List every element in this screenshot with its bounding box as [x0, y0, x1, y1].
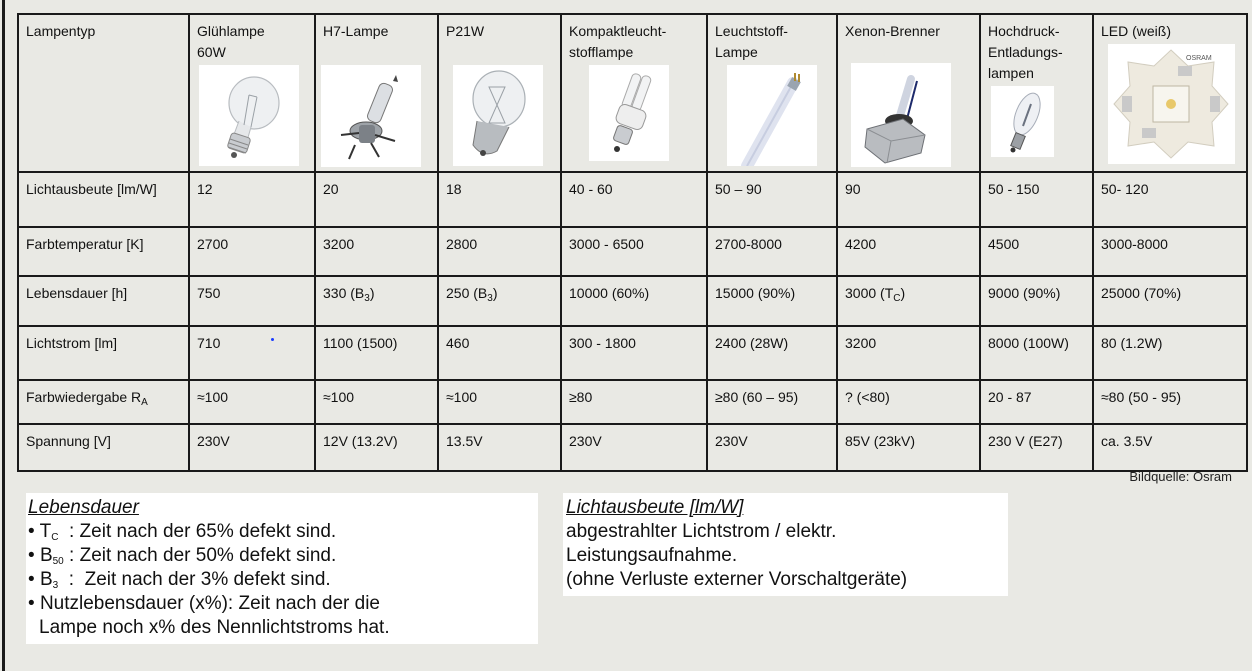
- table-cell: 250 $(B_3)$: [438, 276, 561, 326]
- table-cell: 50 - 150: [980, 172, 1093, 227]
- table-cell: 330 $(B_3)$: [315, 276, 438, 326]
- table-row: [18, 326, 1247, 380]
- lifetime-item: • Nutzlebensdauer (x%): Zeit nach der die: [28, 593, 380, 614]
- table-header-row: [18, 14, 1247, 172]
- table-cell: ? (<80): [837, 380, 980, 424]
- p21w-bulb-icon: [453, 65, 543, 166]
- table-cell: 20 - 87: [980, 380, 1093, 424]
- row-label: Farbwiedergabe $R_A$: [18, 380, 189, 424]
- lamp-name: Kompaktleucht-: [569, 23, 667, 39]
- table-cell: 50 – 90: [707, 172, 837, 227]
- lamp-name-line2: stofflampe: [569, 44, 634, 60]
- table-cell: ca. 3.5V: [1093, 424, 1247, 471]
- lifetime-note: [26, 493, 538, 644]
- table-row: [18, 227, 1247, 276]
- row-label: Spannung [V]: [18, 424, 189, 471]
- table-cell: 750: [189, 276, 315, 326]
- table-cell: 85V (23kV): [837, 424, 980, 471]
- lifetime-item: • $B_3$ : Zeit nach der 3% defekt sind.: [28, 569, 331, 591]
- stray-dot-marker: [271, 338, 274, 341]
- table-cell: 230 V (E27): [980, 424, 1093, 471]
- efficacy-note-line: (ohne Verluste externer Vorschaltgeräte): [566, 569, 908, 590]
- table-cell: 8000 (100W): [980, 326, 1093, 380]
- table-cell: 25000 (70%): [1093, 276, 1247, 326]
- table-cell: 50- 120: [1093, 172, 1247, 227]
- row-label: Lebensdauer [h]: [18, 276, 189, 326]
- table-cell: 12: [189, 172, 315, 227]
- hid-lamp-icon: [991, 86, 1054, 157]
- table-cell: 90: [837, 172, 980, 227]
- table-row: [18, 276, 1247, 326]
- table-cell: ≈100: [438, 380, 561, 424]
- row-label: Lichtstrom [lm]: [18, 326, 189, 380]
- table-cell: 230V: [189, 424, 315, 471]
- table-cell: 2700-8000: [707, 227, 837, 276]
- table-cell: 18: [438, 172, 561, 227]
- lamp-column-header: [438, 14, 561, 172]
- table-cell: 2800: [438, 227, 561, 276]
- lamp-column-header: [189, 14, 315, 172]
- page-left-border: [2, 0, 5, 671]
- table-cell: 3000 $(T_C)$: [837, 276, 980, 326]
- xenon-burner-icon: [851, 63, 951, 167]
- table-cell: ≥80: [561, 380, 707, 424]
- row-label: Lichtausbeute [lm/W]: [18, 172, 189, 227]
- lamp-name: Hochdruck-: [988, 23, 1060, 39]
- lamp-comparison-table: [17, 13, 1248, 472]
- efficacy-note-line: abgestrahlter Lichtstrom / elektr. Leistungsaufnahme.: [566, 521, 837, 566]
- led-star-board-icon: [1108, 44, 1235, 164]
- table-cell: 3200: [315, 227, 438, 276]
- lamp-name-line2: Lampe: [715, 44, 758, 60]
- table-cell: 460: [438, 326, 561, 380]
- table-cell: 10000 (60%): [561, 276, 707, 326]
- lifetime-item: • $B_{50}$ : Zeit nach der 50% defekt sind.: [28, 545, 337, 567]
- lifetime-item: • $T_C$ : Zeit nach der 65% defekt sind.: [28, 521, 337, 543]
- table-cell: 1100 (1500): [315, 326, 438, 380]
- table-cell: 80 (1.2W): [1093, 326, 1247, 380]
- table-cell: 2700: [189, 227, 315, 276]
- table-cell: 230V: [707, 424, 837, 471]
- lamp-name-line2: Entladungs-: [988, 44, 1063, 60]
- table-cell: ≈80 (50 - 95): [1093, 380, 1247, 424]
- lamp-column-header: [707, 14, 837, 172]
- table-cell: 4200: [837, 227, 980, 276]
- table-cell: 12V (13.2V): [315, 424, 438, 471]
- table-cell: 3200: [837, 326, 980, 380]
- image-credit: Bildquelle: Osram: [1129, 469, 1232, 484]
- h7-halogen-bulb-icon: [321, 65, 421, 167]
- lamp-column-header: [980, 14, 1093, 172]
- table-cell: 3000-8000: [1093, 227, 1247, 276]
- fluorescent-tube-icon: [727, 65, 817, 166]
- table-cell: 300 - 1800: [561, 326, 707, 380]
- lamp-column-header: [1093, 14, 1247, 172]
- compact-fluorescent-icon: [589, 65, 669, 161]
- table-row: [18, 172, 1247, 227]
- lamp-name: LED (weiß): [1101, 23, 1172, 39]
- table-cell: 3000 - 6500: [561, 227, 707, 276]
- table-row: [18, 380, 1247, 424]
- lamp-name-line2: 60W: [197, 44, 226, 60]
- header-label-cell: [18, 14, 189, 172]
- table-cell: 40 - 60: [561, 172, 707, 227]
- table-cell: 2400 (28W): [707, 326, 837, 380]
- table-cell: 710: [189, 326, 315, 380]
- lamp-name: Xenon-Brenner: [845, 23, 940, 39]
- table-cell: ≥80 (60 – 95): [707, 380, 837, 424]
- row-label: Farbtemperatur [K]: [18, 227, 189, 276]
- table-row: [18, 424, 1247, 471]
- lamp-name-line3: lampen: [988, 65, 1034, 81]
- lifetime-item-continuation: Lampe noch x% des Nennlichtstroms hat.: [39, 617, 390, 638]
- lifetime-note-title: Lebensdauer: [28, 497, 139, 518]
- lamp-column-header: [837, 14, 980, 172]
- table-cell: 9000 (90%): [980, 276, 1093, 326]
- lamp-name: H7-Lampe: [323, 23, 389, 39]
- incandescent-bulb-icon: [199, 65, 299, 166]
- table-cell: 15000 (90%): [707, 276, 837, 326]
- table-cell: 4500: [980, 227, 1093, 276]
- svg-text:OSRAM: OSRAM: [1186, 55, 1212, 62]
- table-cell: 13.5V: [438, 424, 561, 471]
- lamp-name: Glühlampe: [197, 23, 265, 39]
- table-cell: ≈100: [189, 380, 315, 424]
- efficacy-note-title: Lichtausbeute [lm/W]: [566, 497, 744, 518]
- lamp-column-header: [315, 14, 438, 172]
- table-cell: 230V: [561, 424, 707, 471]
- lamp-column-header: [561, 14, 707, 172]
- header-label: Lampentyp: [26, 23, 96, 39]
- lamp-name: Leuchtstoff-: [715, 23, 788, 39]
- table-cell: 20: [315, 172, 438, 227]
- table-cell: ≈100: [315, 380, 438, 424]
- efficacy-note: [563, 493, 1008, 596]
- lamp-name: P21W: [446, 23, 485, 39]
